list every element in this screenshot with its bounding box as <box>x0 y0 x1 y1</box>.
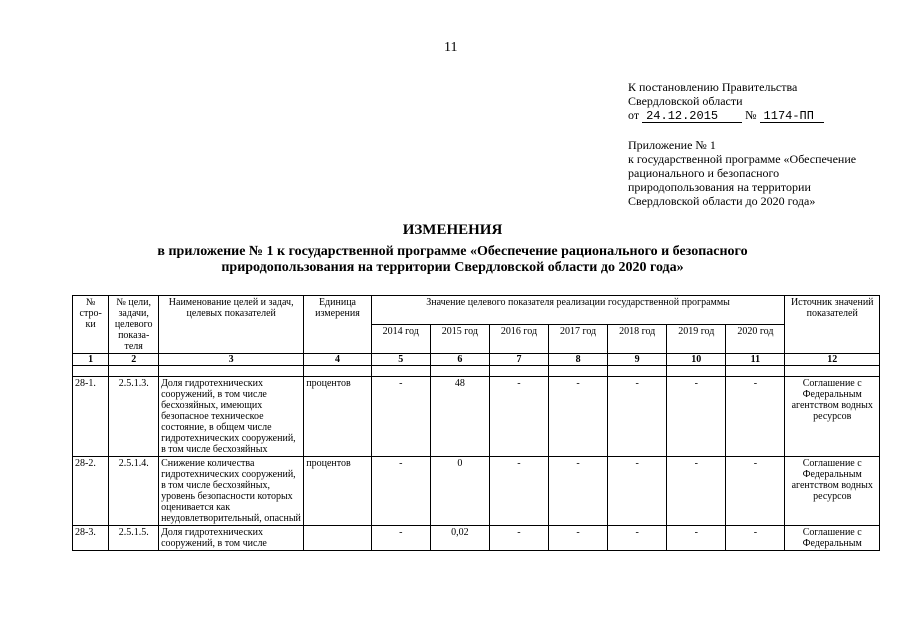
indicators-table <box>72 295 880 551</box>
value-cell: - <box>667 526 726 551</box>
source-cell: Соглашение с Федеральным агентством водных ресурсов <box>785 457 880 526</box>
table-row <box>73 377 880 457</box>
document-subtitle <box>0 244 905 276</box>
document-title: ИЗМЕНЕНИЯ <box>402 222 503 238</box>
column-number: 3 <box>159 354 304 366</box>
column-number: 6 <box>430 354 489 366</box>
value-cell: - <box>608 377 667 457</box>
value-cell: - <box>726 377 785 457</box>
value-cell: 48 <box>430 377 489 457</box>
unit-cell: процентов <box>304 377 371 457</box>
value-cell: - <box>371 526 430 551</box>
resolution-date-prefix: от <box>628 108 640 122</box>
row-num-cell: 28-2. <box>73 457 109 526</box>
header-year: 2016 год <box>489 325 548 354</box>
value-cell: - <box>489 377 548 457</box>
value-cell: - <box>726 457 785 526</box>
column-number: 5 <box>371 354 430 366</box>
goal-num-cell: 2.5.1.5. <box>109 526 159 551</box>
column-number: 11 <box>726 354 785 366</box>
value-cell: 0 <box>430 457 489 526</box>
value-cell: - <box>726 526 785 551</box>
column-number: 7 <box>489 354 548 366</box>
source-cell <box>785 526 880 551</box>
appendix-line-5: Свердловской области до 2020 года» <box>628 194 816 208</box>
value-cell: - <box>549 377 608 457</box>
value-cell: - <box>489 526 548 551</box>
unit-cell: процентов <box>304 457 371 526</box>
resolution-number-sign: № <box>745 108 757 122</box>
value-cell: - <box>667 457 726 526</box>
subtitle-line-1: в приложение № 1 к государственной программе «Обеспечение рационального и безопасного <box>157 244 748 259</box>
value-cell: - <box>371 377 430 457</box>
appendix-line-1: Приложение № 1 <box>628 138 716 152</box>
resolution-line-2: Свердловской области <box>628 94 743 108</box>
header-year: 2018 год <box>608 325 667 354</box>
header-year: 2019 год <box>667 325 726 354</box>
header-year: 2020 год <box>726 325 785 354</box>
resolution-line-1: К постановлению Правительства <box>628 80 798 94</box>
header-year: 2017 год <box>549 325 608 354</box>
column-number: 10 <box>667 354 726 366</box>
header-year: 2014 год <box>371 325 430 354</box>
unit-cell <box>304 526 371 551</box>
column-number: 2 <box>109 354 159 366</box>
appendix-line-3: рационального и безопасного <box>628 166 780 180</box>
resolution-date-line <box>628 108 824 123</box>
header-name: Наименование целей и задач, целевых показателей <box>159 296 304 354</box>
appendix-line-2: к государственной программе «Обеспечение <box>628 152 857 166</box>
resolution-number: 1174-ПП <box>760 110 824 123</box>
value-cell: - <box>549 526 608 551</box>
spacer-row <box>73 366 880 377</box>
value-cell: - <box>608 526 667 551</box>
column-numbers-row <box>73 354 880 366</box>
appendix-block <box>628 138 856 208</box>
page-number: 11 <box>444 40 458 55</box>
resolution-date: 24.12.2015 <box>642 110 742 123</box>
appendix-line-4: природопользования на территории <box>628 180 811 194</box>
header-goal-num: № цели, задачи, целевого показа-теля <box>109 296 159 354</box>
header-source: Источник значений показателей <box>785 296 880 354</box>
resolution-block <box>628 80 824 123</box>
header-values-group: Значение целевого показателя реализации государственной программы <box>371 296 785 325</box>
goal-num-cell: 2.5.1.3. <box>109 377 159 457</box>
column-number: 9 <box>608 354 667 366</box>
source-cell: Соглашение с Федеральным агентством водных ресурсов <box>785 377 880 457</box>
header-row-1 <box>73 296 880 325</box>
indicator-name-text: Доля гидротехнических сооружений, в том числе <box>161 527 267 549</box>
source-text: Соглашение с Федеральным <box>802 527 862 549</box>
column-number: 4 <box>304 354 371 366</box>
subtitle-line-2: природопользования на территории Свердловской области до 2020 года» <box>221 260 684 275</box>
row-num-cell: 28-1. <box>73 377 109 457</box>
column-number: 8 <box>549 354 608 366</box>
row-num-cell: 28-3. <box>73 526 109 551</box>
column-number: 1 <box>73 354 109 366</box>
value-cell: - <box>608 457 667 526</box>
value-cell: - <box>489 457 548 526</box>
indicator-name-cell: Доля гидротехнических сооружений, в том числе бесхозяйных, имеющих безопасное техническое состояние, в общем числе гидротехнических сооружений, в том числе бесхозяйных <box>159 377 304 457</box>
indicator-name-cell: Снижение количества гидротехнических сооружений, в том числе бесхозяйных, уровень безопасности которых оценивается как неудовлетворительный, опасный <box>159 457 304 526</box>
header-year: 2015 год <box>430 325 489 354</box>
value-cell: - <box>371 457 430 526</box>
header-row-num: № стро-ки <box>73 296 109 354</box>
goal-num-cell: 2.5.1.4. <box>109 457 159 526</box>
value-cell: 0,02 <box>430 526 489 551</box>
table-row <box>73 457 880 526</box>
indicator-name-cell <box>159 526 304 551</box>
header-unit: Единица измерения <box>304 296 371 354</box>
value-cell: - <box>549 457 608 526</box>
column-number: 12 <box>785 354 880 366</box>
table-row <box>73 526 880 551</box>
value-cell: - <box>667 377 726 457</box>
